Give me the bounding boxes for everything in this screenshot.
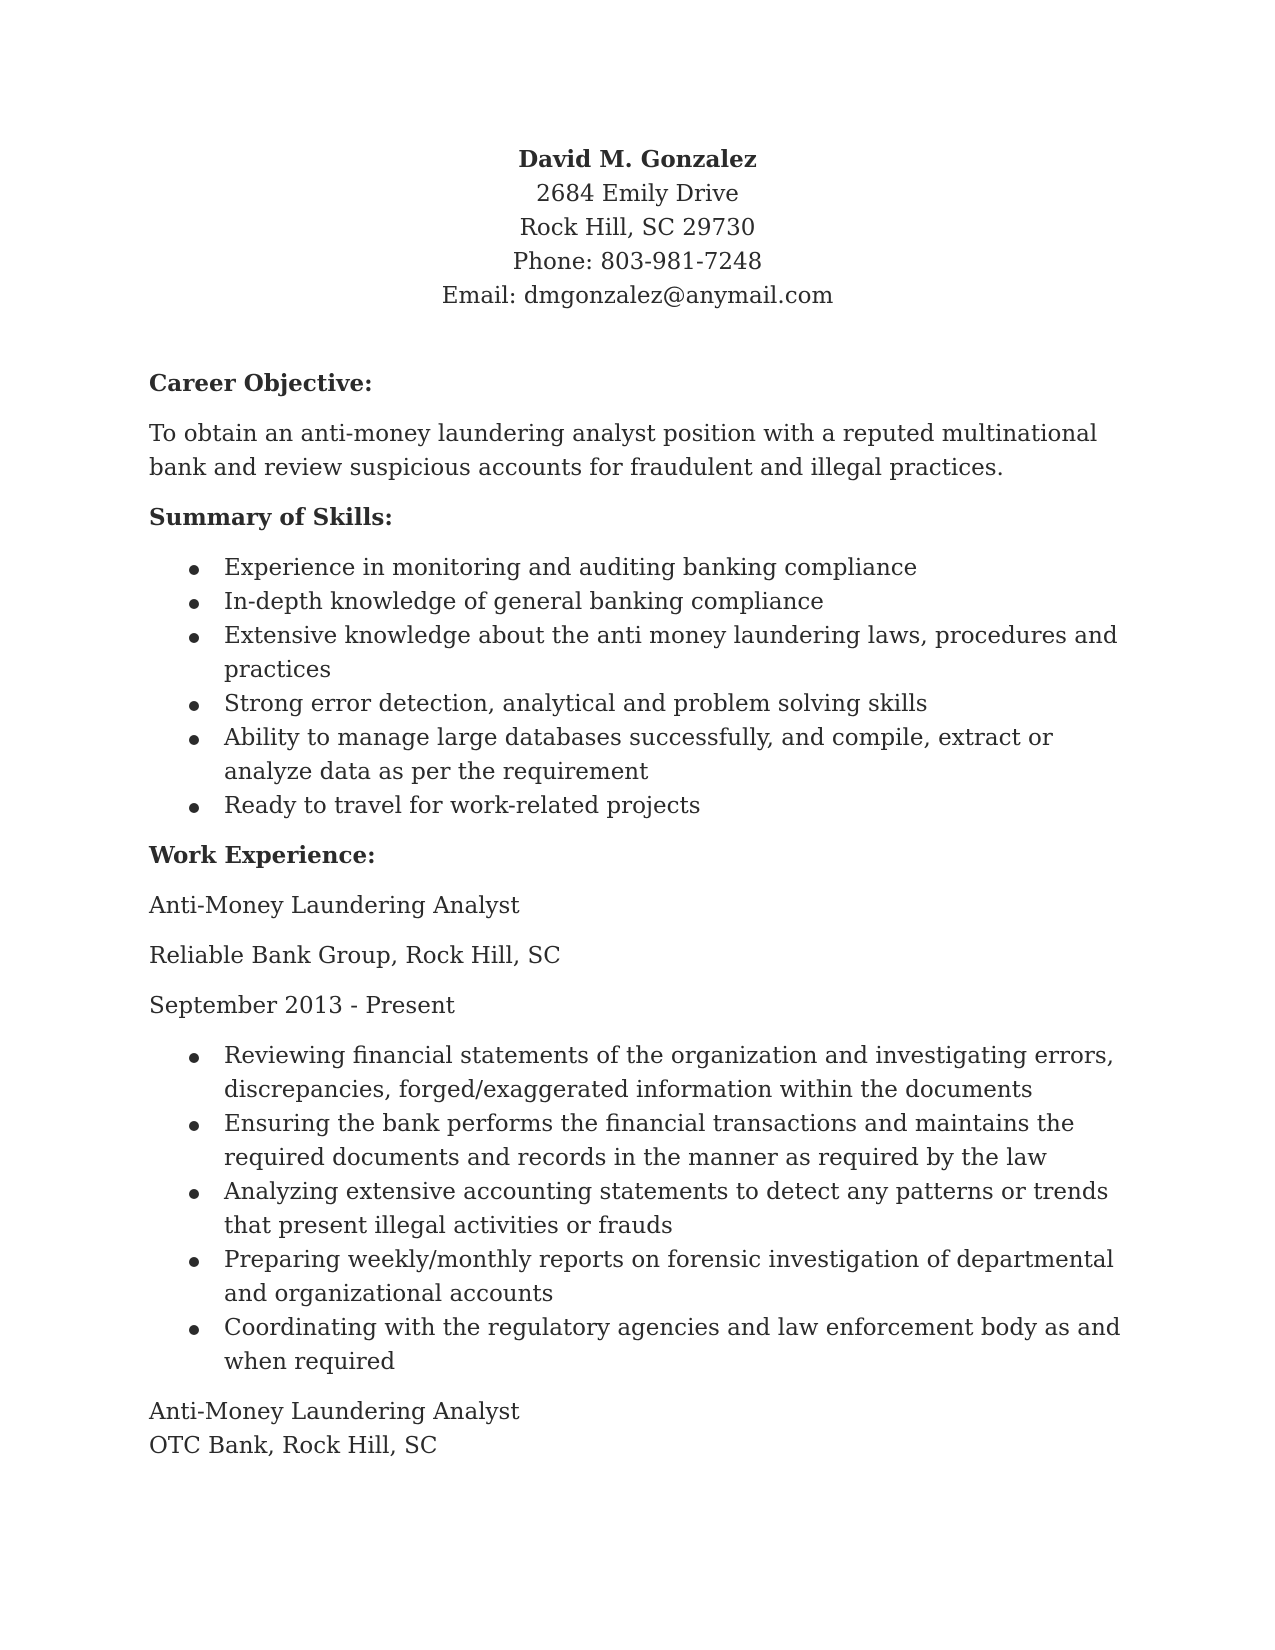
skill-text: In-depth knowledge of general banking compliance — [224, 589, 824, 615]
list-item — [149, 687, 1129, 721]
list-item — [149, 789, 1129, 823]
address-line-1: 2684 Emily Drive — [536, 181, 739, 207]
list-item — [149, 1039, 1129, 1107]
bullet-icon — [189, 735, 199, 745]
resume-body — [149, 367, 1129, 1479]
job-1-title: Anti-Money Laundering Analyst — [149, 893, 520, 919]
career-objective-text: To obtain an anti-money laundering analyst position with a reputed multinational bank and review suspicious accounts for fraudulent and illegal practices. — [149, 421, 1098, 481]
bullet-icon — [189, 1189, 199, 1199]
bullet-icon — [189, 1053, 199, 1063]
list-item — [149, 1175, 1129, 1243]
duty-text: Analyzing extensive accounting statements to detect any patterns or trends that present illegal activities or frauds — [224, 1179, 1109, 1239]
job-1-duties-list — [149, 1039, 1129, 1379]
bullet-icon — [189, 1121, 199, 1131]
duty-text: Preparing weekly/monthly reports on forensic investigation of departmental and organizational accounts — [224, 1247, 1114, 1307]
list-item — [149, 721, 1129, 789]
list-item — [149, 619, 1129, 687]
contact-header — [0, 143, 1275, 313]
email-address: Email: dmgonzalez@anymail.com — [441, 283, 834, 309]
duty-text: Ensuring the bank performs the financial transactions and maintains the required documents and records in the manner as required by the law — [224, 1111, 1075, 1171]
duty-text: Coordinating with the regulatory agencies and law enforcement body as and when required — [224, 1315, 1121, 1375]
skill-text: Ability to manage large databases successfully, and compile, extract or analyze data as per the requirement — [224, 725, 1053, 785]
skill-text: Experience in monitoring and auditing banking compliance — [224, 555, 918, 581]
bullet-icon — [189, 1257, 199, 1267]
skills-list — [149, 551, 1129, 823]
career-objective-heading: Career Objective: — [149, 370, 373, 397]
phone-number: Phone: 803-981-7248 — [512, 249, 763, 275]
list-item — [149, 585, 1129, 619]
job-1-dates: September 2013 - Present — [149, 993, 455, 1019]
bullet-icon — [189, 633, 199, 643]
list-item — [149, 1243, 1129, 1311]
bullet-icon — [189, 701, 199, 711]
skills-heading: Summary of Skills: — [149, 504, 393, 531]
skill-text: Extensive knowledge about the anti money laundering laws, procedures and practices — [224, 623, 1118, 683]
job-1-company: Reliable Bank Group, Rock Hill, SC — [149, 943, 561, 969]
job-2-title: Anti-Money Laundering Analyst — [149, 1399, 520, 1425]
skill-text: Strong error detection, analytical and problem solving skills — [224, 691, 928, 717]
job-2-company: OTC Bank, Rock Hill, SC — [149, 1433, 438, 1459]
address-line-2: Rock Hill, SC 29730 — [519, 215, 756, 241]
list-item — [149, 1107, 1129, 1175]
candidate-name: David M. Gonzalez — [518, 146, 757, 173]
work-experience-heading: Work Experience: — [149, 842, 376, 869]
bullet-icon — [189, 565, 199, 575]
bullet-icon — [189, 1325, 199, 1335]
list-item — [149, 1311, 1129, 1379]
duty-text: Reviewing financial statements of the organization and investigating errors, discrepancies, forged/exaggerated information within the documents — [224, 1043, 1114, 1103]
job-2 — [149, 1395, 1129, 1463]
skill-text: Ready to travel for work-related projects — [224, 793, 701, 819]
bullet-icon — [189, 803, 199, 813]
bullet-icon — [189, 599, 199, 609]
list-item — [149, 551, 1129, 585]
